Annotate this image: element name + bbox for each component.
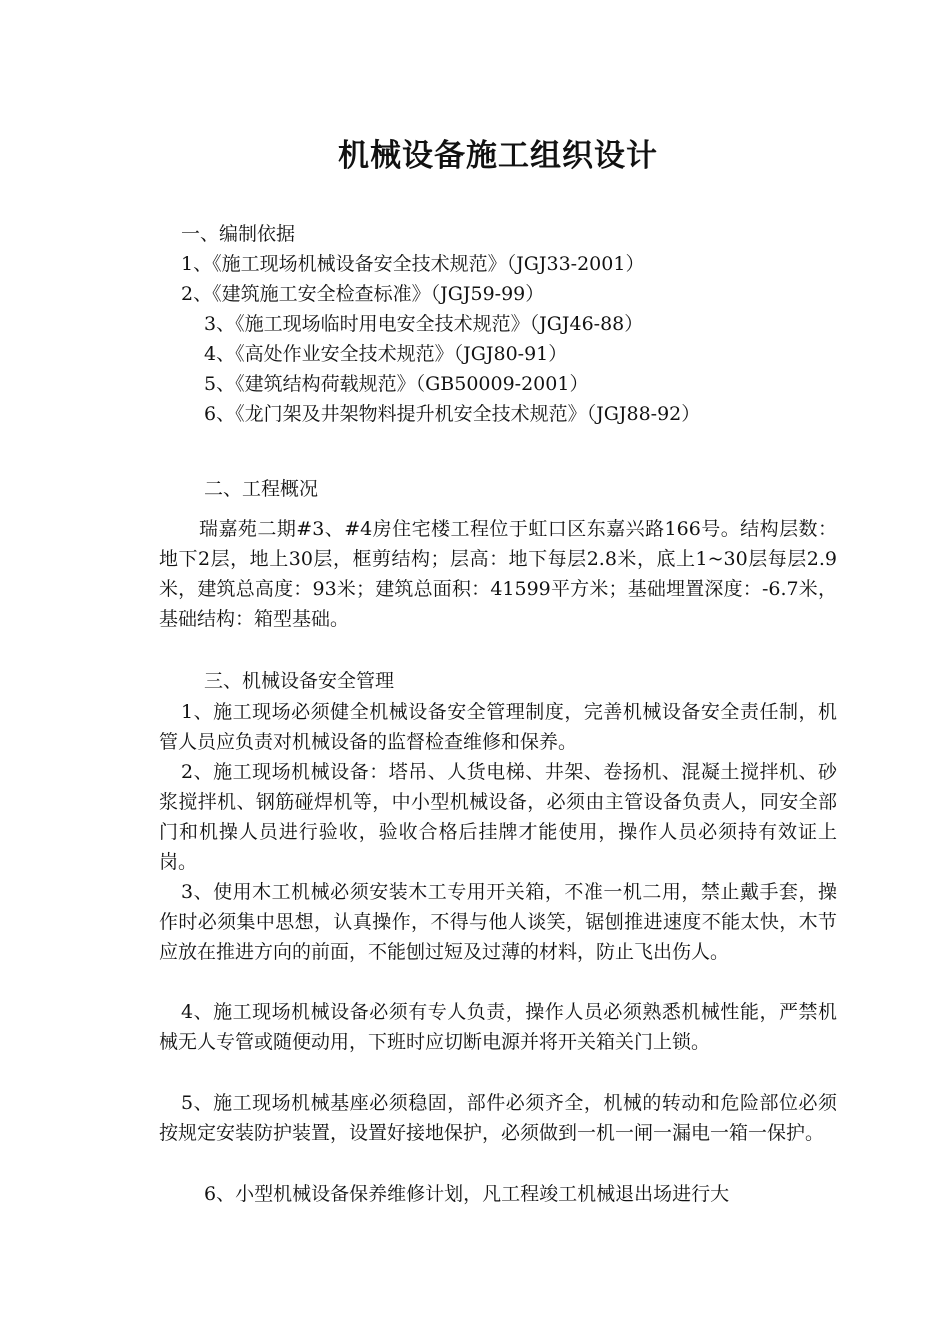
reference-item-4: 4、《高处作业安全技术规范》（JGJ80-91） [204,343,568,365]
safety-item-5: 5、施工现场机械基座必须稳固，部件必须齐全，机械的转动和危险部位必须按规定安装防护装置，设置好接地保护，必须做到一机一闸一漏电一箱一保护。 [159,1092,837,1144]
safety-item-3: 3、使用木工机械必须安装木工专用开关箱，不准一机二用，禁止戴手套，操作时必须集中思想，认真操作，不得与他人谈笑，锯刨推进速度不能太快，木节应放在推进方向的前面，不能刨过短及过薄的材料，防止飞出伤人。 [159,881,837,963]
section-heading-basis: 一、编制依据 [181,223,296,245]
document-title: 机械设备施工组织设计 [338,138,658,174]
reference-item-5: 5、《建筑结构荷载规范》（GB50009-2001） [204,373,589,395]
section-heading-overview: 二、工程概况 [204,478,319,500]
reference-item-2: 2、《建筑施工安全检查标准》（JGJ59-99） [181,283,545,305]
reference-item-1: 1、《施工现场机械设备安全技术规范》（JGJ33-2001） [181,253,645,275]
safety-item-4: 4、施工现场机械设备必须有专人负责，操作人员必须熟悉机械性能，严禁机械无人专管或随便动用，下班时应切断电源并将开关箱关门上锁。 [159,1001,837,1053]
project-overview-paragraph: 瑞嘉苑二期#3、#4房住宅楼工程位于虹口区东嘉兴路166号。结构层数：地下2层，地上30层，框剪结构；层高：地下每层2.8米，底上1~30层每层2.9米，建筑总高度：93米；建筑总面积：41599平方米；基础埋置深度：-6.7米，基础结构：箱型基础。 [159,518,837,630]
safety-item-6: 6、小型机械设备保养维修计划，凡工程竣工机械退出场进行大 [204,1183,730,1205]
reference-item-3: 3、《施工现场临时用电安全技术规范》（JGJ46-88） [204,313,644,335]
reference-item-6: 6、《龙门架及井架物料提升机安全技术规范》（JGJ88-92） [204,403,701,425]
section-heading-safety: 三、机械设备安全管理 [204,670,395,692]
safety-item-2: 2、施工现场机械设备：塔吊、人货电梯、井架、卷扬机、混凝土搅拌机、砂浆搅拌机、钢筋碰焊机等，中小型机械设备，必须由主管设备负责人，同安全部门和机操人员进行验收，验收合格后挂牌才能使用，操作人员必须持有效证上岗。 [159,761,837,873]
safety-item-1: 1、施工现场必须健全机械设备安全管理制度，完善机械设备安全责任制，机管人员应负责对机械设备的监督检查维修和保养。 [159,701,837,753]
